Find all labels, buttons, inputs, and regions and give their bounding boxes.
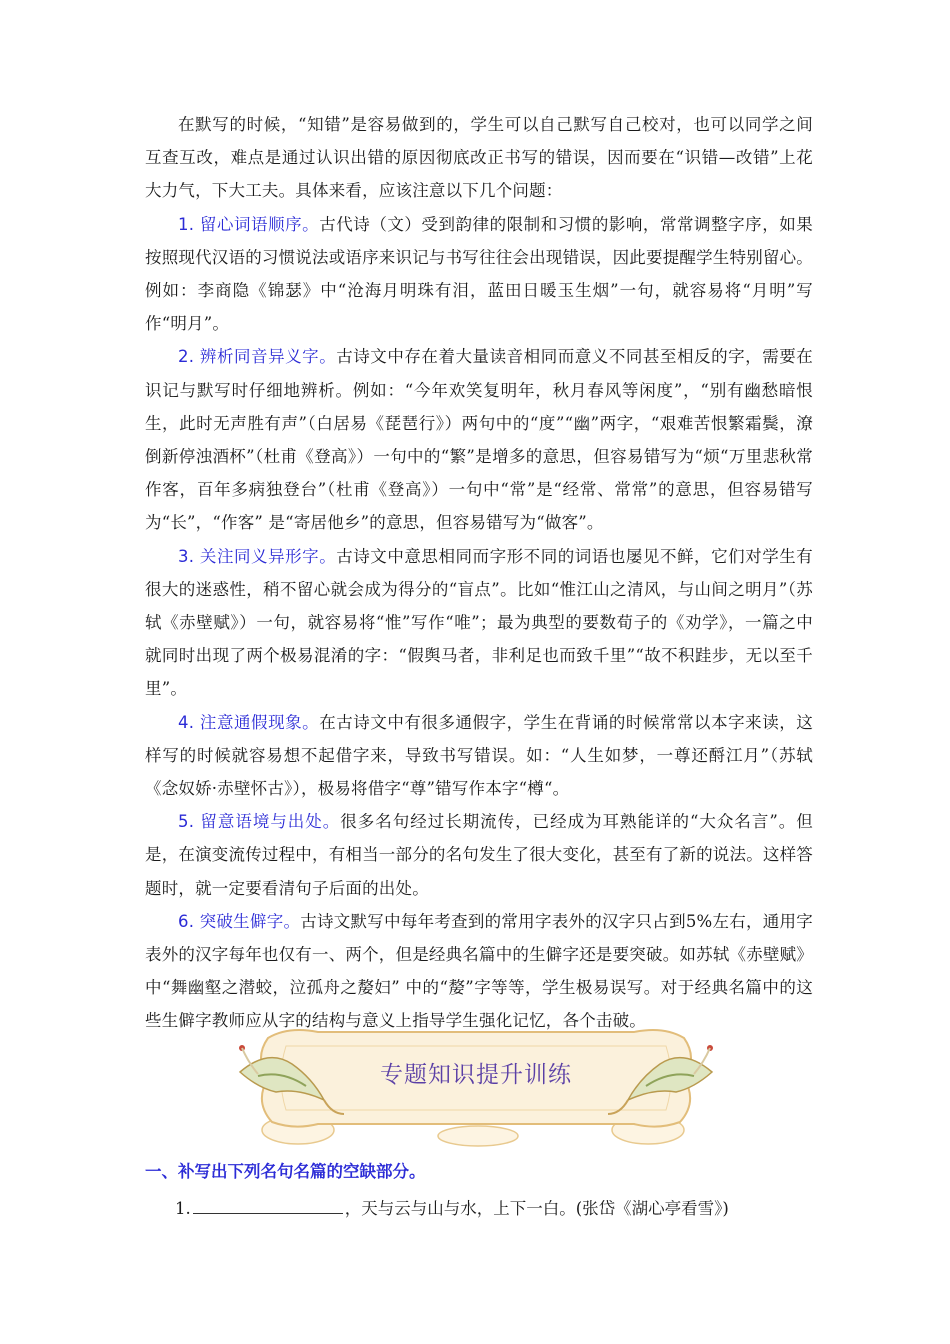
point-4-title: 4. 注意通假现象。 [178, 712, 320, 732]
point-3-title: 3. 关注同义异形字。 [178, 546, 337, 566]
point-4-body: 在古诗文中有很多通假字，学生在背诵的时候常常以本字来读，这样写的时候就容易想不起借字来，导致书写错误。如：“人生如梦，一尊还酹江月”（苏轼《念奴娇·赤壁怀古》），极易将借字“尊”错写作本字“樽“。 [145, 712, 813, 799]
point-5-title: 5. 留意语境与出处。 [178, 812, 341, 832]
question-1-text: ，天与云与山与水，上下一白。(张岱《湖心亭看雪》) [344, 1199, 729, 1218]
point-6-body: 古诗文默写中每年考查到的常用字表外的汉字只占到5%左右，通用字表外的汉字每年也仅有一、两个，但是经典名篇中的生僻字还是要突破。如苏轼《赤壁赋》中“舞幽壑之潜蛟，泣孤舟之嫠妇” 中的“嫠”字等等，学生极易误写。对于经典名篇中的这些生僻字教师应从字的结构与意义上指导学生强化记忆，各个击破。 [145, 911, 813, 1031]
section-banner [228, 1018, 724, 1150]
point-4 [145, 706, 813, 806]
banner-title: 专题知识提升训练 [380, 1062, 572, 1088]
exercise-heading: 一、补写出下列名句名篇的空缺部分。 [145, 1162, 426, 1181]
question-1-number: 1. [175, 1199, 191, 1218]
point-2 [145, 340, 813, 539]
point-5-body: 很多名句经过长期流传，已经成为耳熟能详的“大众名言”。但是，在演变流传过程中，有相当一部分的名句发生了很大变化，甚至有了新的说法。这样答题时，就一定要看清句子后面的出处。 [145, 812, 813, 898]
point-1-title: 1. 留心词语顺序。 [178, 214, 320, 234]
point-2-body: 古诗文中存在着大量读音相同而意义不同甚至相反的字，需要在识记与默写时仔细地辨析。例如：“今年欢笑复明年，秋月春风等闲度”，“别有幽愁暗恨生，此时无声胜有声”（白居易《琵琶行》）两句中的“度”“幽”两字，“艰难苦恨繁霜鬓，潦倒新停浊酒杯”（杜甫《登高》）一句中的“繁”是增多的意思，但容易错写为“烦“万里悲秋常作客，百年多病独登台”（杜甫《登高》）一句中“常”是“经常、常常”的意思，但容易错写为“长”，“作客” 是“寄居他乡”的意思，但容易错写为“做客”。 [145, 347, 813, 533]
point-5 [145, 805, 813, 905]
question-1 [175, 1194, 815, 1224]
intro-paragraph: 在默写的时候，“知错”是容易做到的，学生可以自己默写自己校对，也可以同学之间互查互改，难点是通过认识出错的原因彻底改正书写的错误，因而要在“识错—改错”上花大力气，下大工夫。具体来看，应该注意以下几个问题： [145, 115, 813, 201]
point-1 [145, 208, 813, 341]
answer-blank[interactable] [193, 1195, 343, 1214]
point-2-title: 2. 辨析同音异义字。 [178, 347, 337, 367]
point-3 [145, 540, 813, 706]
point-1-body: 古代诗（文）受到韵律的限制和习惯的影响，常常调整字序，如果按照现代汉语的习惯说法或语序来识记与书写往往会出现错误，因此要提醒学生特别留心。例如：李商隐《锦瑟》中“沧海月明珠有泪，蓝田日暖玉生烟”一句，就容易将“月明”写作“明月”。 [145, 214, 813, 334]
point-6-title: 6. 突破生僻字。 [178, 911, 301, 931]
point-3-body: 古诗文中意思相同而字形不同的词语也屡见不鲜，它们对学生有很大的迷惑性，稍不留心就会成为得分的“盲点”。比如“惟江山之清风，与山间之明月”（苏轼《赤壁赋》）一句，就容易将“惟”写作“唯”；最为典型的要数荀子的《劝学》，一篇之中就同时出现了两个极易混淆的字：“假舆马者，非利足也而致千里”“故不积跬步，无以至千里”。 [145, 546, 813, 699]
article-body [145, 108, 813, 1038]
